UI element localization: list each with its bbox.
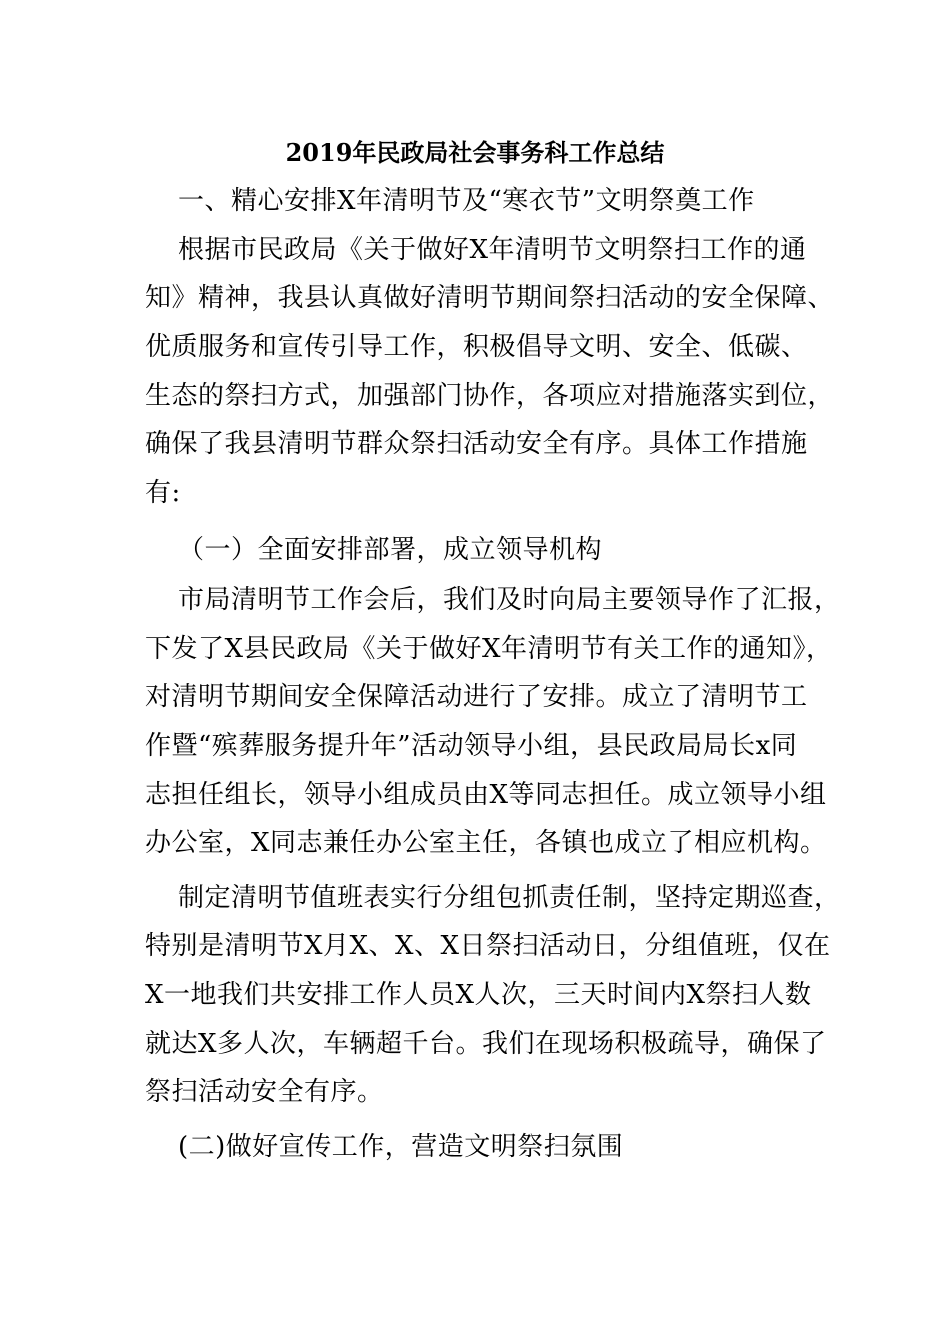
paragraph-line: X一地我们共安排工作人员X人次，三天时间内X祭扫人数 [145, 980, 812, 1010]
paragraph-line: 市局清明节工作会后，我们及时向局主要领导作了汇报， [178, 585, 841, 615]
paragraph-line: 知》精神，我县认真做好清明节期间祭扫活动的安全保障、 [145, 283, 835, 313]
paragraph-line: 祭扫活动安全有序。 [145, 1077, 384, 1107]
paragraph-line: 有: [145, 478, 181, 508]
paragraph-line: 制定清明节值班表实行分组包抓责任制，坚持定期巡查， [178, 883, 841, 913]
paragraph-line: 办公室，X同志兼任办公室主任，各镇也成立了相应机构。 [145, 828, 827, 858]
paragraph-line: 优质服务和宣传引导工作，积极倡导文明、安全、低碳、 [145, 332, 808, 362]
paragraph-line: 确保了我县清明节群众祭扫活动安全有序。具体工作措施 [145, 429, 808, 459]
paragraph-line: 下发了X县民政局《关于做好X年清明节有关工作的通知》， [145, 634, 833, 664]
paragraph-line: 根据市民政局《关于做好X年清明节文明祭扫工作的通 [178, 235, 807, 265]
paragraph-line: 志担任组长，领导小组成员由X等同志担任。成立领导小组 [145, 780, 827, 810]
subsection-heading-1: （一）全面安排部署，成立领导机构 [178, 535, 603, 565]
document-title: 2019年民政局社会事务科工作总结 [285, 138, 665, 167]
paragraph-line: 对清明节期间安全保障活动进行了安排。成立了清明节工 [145, 682, 808, 712]
paragraph-line: 作暨“殡葬服务提升年”活动领导小组，县民政局局长x同 [145, 731, 798, 761]
paragraph-line: 生态的祭扫方式，加强部门协作，各项应对措施落实到位， [145, 381, 835, 411]
subsection-heading-2: (二)做好宣传工作，营造文明祭扫氛围 [178, 1132, 624, 1162]
section-heading-1: 一、精心安排X年清明节及“寒衣节”文明祭奠工作 [178, 186, 755, 216]
paragraph-line: 特别是清明节X月X、X、X日祭扫活动日，分组值班，仅在 [145, 931, 831, 961]
paragraph-line: 就达X多人次，车辆超千台。我们在现场积极疏导，确保了 [145, 1029, 827, 1059]
